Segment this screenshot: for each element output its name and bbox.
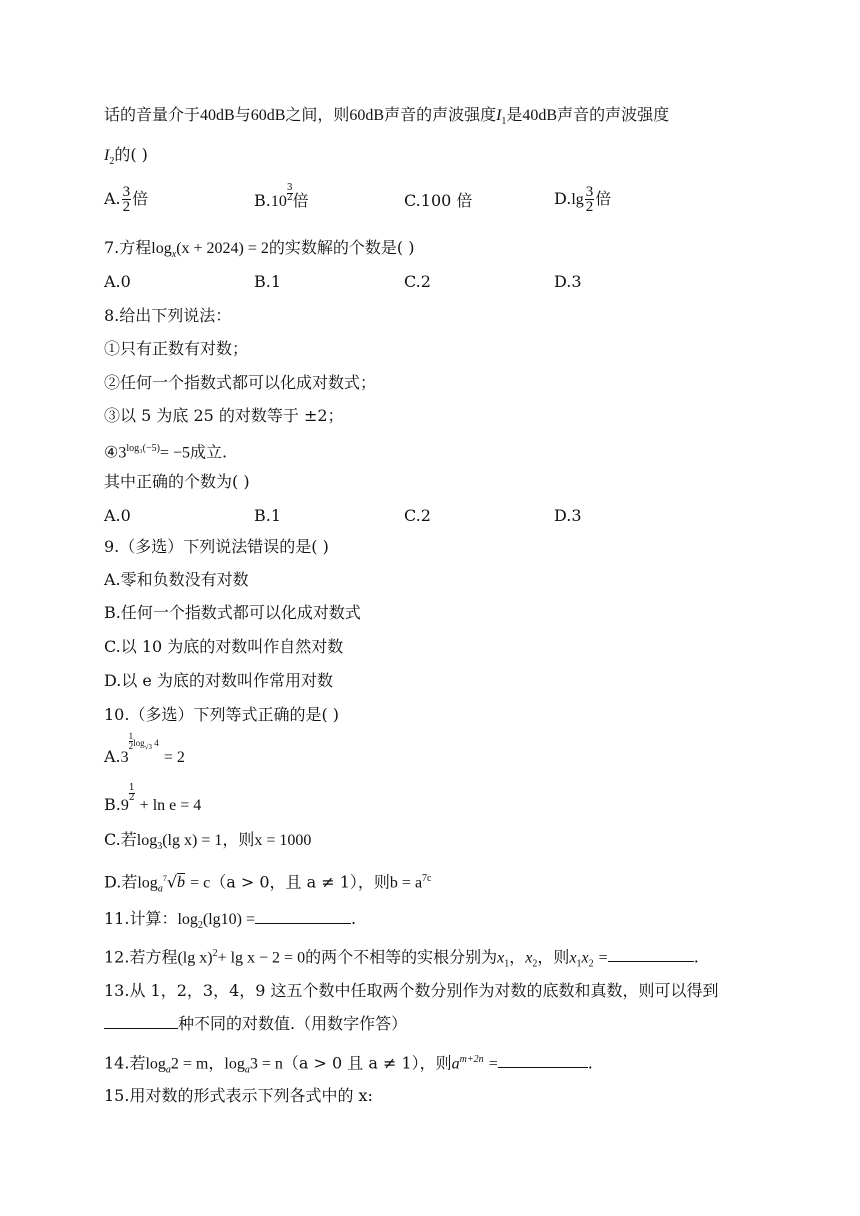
q7-stem: 7.方程$\log_x(x + 2024) = 2$的实数解的个数是( ) <box>104 238 415 261</box>
q10-stem: 10.（多选）下列等式正确的是( ) <box>104 705 340 724</box>
q8-statement-1: ①只有正数有对数； <box>104 339 249 358</box>
q9-stem: 9.（多选）下列说法错误的是( ) <box>104 537 329 556</box>
exponent-fraction: $\frac{3}{2}$ <box>286 183 293 203</box>
q9-option-d[interactable]: D.以 e 为底的对数叫作常用对数 <box>104 671 333 690</box>
q13-stem-line2: 种不同的对数值.（用数字作答） <box>104 1013 407 1035</box>
answer-blank[interactable] <box>255 909 351 924</box>
q10-option-c[interactable]: C.若$\log_3(\lg$ x) = 1，则x = 1000 <box>104 830 312 853</box>
fraction: $\frac{3}{2}$ <box>122 184 131 215</box>
q8-option-b[interactable]: B.1 <box>254 506 282 525</box>
q8-option-a[interactable]: A.0 <box>104 506 131 525</box>
exponent-fraction: $\frac{1}{2}$ <box>128 783 135 803</box>
q12-stem: 12.若方程(lg x)$^2$+ lg x − 2 = 0的两个不相等的实根分别为$x_1$，$x_2$，则$x_1x_2$ = . <box>104 947 699 970</box>
answer-blank[interactable] <box>104 1014 178 1029</box>
q8-statement-4: $④3^{log_3(-5)}= -5$成立. <box>104 442 228 462</box>
q6-option-c[interactable]: C.100 倍 <box>404 191 473 210</box>
answer-blank[interactable] <box>498 1053 588 1068</box>
q6-stem-line2: $I_2$的( ) <box>104 145 148 168</box>
q14-stem: 14.若$\log_a2 = m$，$\log_a3 = n(a > 0$ 且 a ≠ 1），则$a^{m+2n}$ = . <box>104 1053 593 1076</box>
q10-option-a[interactable]: A.3 $\frac{1}{2}$ $\log_{√3} 4 = 2$ <box>104 731 185 766</box>
q6-option-a[interactable]: A. $\frac{3}{2}$ 倍 <box>104 184 149 215</box>
q7-option-c[interactable]: C.2 <box>404 272 431 291</box>
q11-stem: 11.计算：$\log_2(\lg 10)$ = . <box>104 909 357 932</box>
q8-option-d[interactable]: D.3 <box>554 506 582 525</box>
q9-option-a[interactable]: A.零和负数没有对数 <box>104 570 249 589</box>
q6-stem-line1: 话的音量介于40dB与60dB之间，则60dB声音的声波强度$I_1$是40dB声音的声波强度 <box>104 105 670 128</box>
q10-option-d[interactable]: D.若$\log_a^7√b = c(a > 0$，且 a ≠ 1），则$b = a^{7c}$ <box>104 872 432 895</box>
q7-option-b[interactable]: B.1 <box>254 272 282 291</box>
q9-option-c[interactable]: C.以 10 为底的对数叫作自然对数 <box>104 637 344 656</box>
radical-sign-icon: √ <box>166 872 178 892</box>
q10-option-b[interactable]: B.9 $\frac{1}{2}$ + ln e = 4 <box>104 783 202 814</box>
q8-statement-3: ③以 5 为底 25 的对数等于 ±2； <box>104 406 344 425</box>
q8-statement-2: ②任何一个指数式都可以化成对数式； <box>104 373 377 392</box>
q9-option-b[interactable]: B.任何一个指数式都可以化成对数式 <box>104 603 361 622</box>
q7-option-d[interactable]: D.3 <box>554 272 582 291</box>
q8-stem: 8.给出下列说法： <box>104 306 232 325</box>
q7-option-a[interactable]: A.0 <box>104 272 131 291</box>
fraction: $\frac{3}{2}$ <box>585 184 594 215</box>
exponent: $\frac{1}{2}$ $\log_{√3} 4$ <box>128 731 159 751</box>
q6-option-d[interactable]: D.lg $\frac{3}{2}$ 倍 <box>554 184 612 215</box>
q6-option-b[interactable]: B.10 $\frac{3}{2}$ 倍 <box>254 183 309 210</box>
answer-blank[interactable] <box>608 947 694 962</box>
q13-stem-line1: 13.从 1，2，3，4，9 这五个数中任取两个数分别作为对数的底数和真数，则可以得到 <box>104 981 719 1000</box>
q8-question: 其中正确的个数为( ) <box>104 472 250 491</box>
q15-stem: 15.用对数的形式表示下列各式中的 x: <box>104 1086 373 1105</box>
q8-option-c[interactable]: C.2 <box>404 506 431 525</box>
